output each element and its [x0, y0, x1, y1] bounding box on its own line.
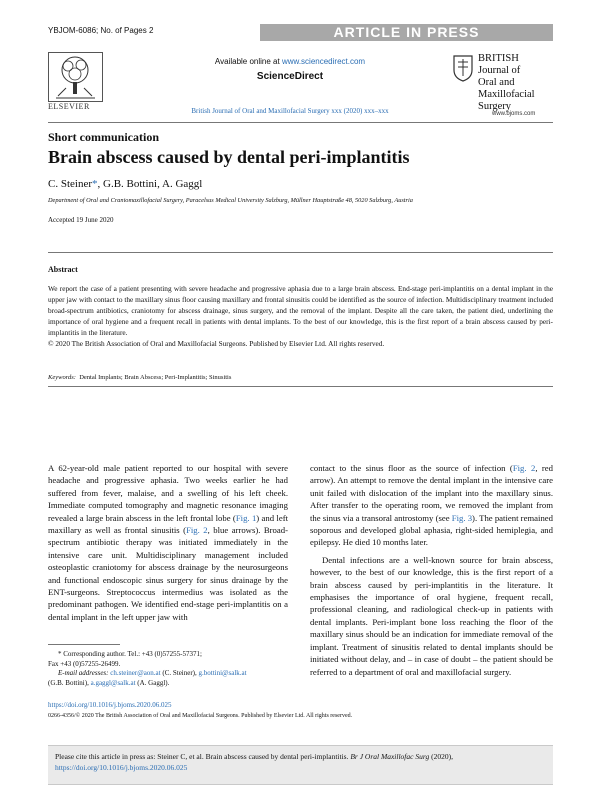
divider	[48, 386, 553, 387]
elsevier-wordmark: ELSEVIER	[48, 102, 90, 111]
body-paragraph	[310, 462, 553, 549]
citation-text	[55, 751, 545, 773]
article-title: Brain abscess caused by dental peri-implantitis	[48, 147, 410, 167]
figure-2-link[interactable]: Fig. 2	[512, 463, 536, 473]
author-name[interactable]: A. Gaggl	[162, 178, 203, 190]
body-text: ) and left maxillary as well as frontal sinusitis (	[48, 512, 289, 536]
keywords-list: Dental Implants; Brain Abscess; Peri-Implantitis; Sinusitis	[79, 374, 232, 381]
elsevier-tree-logo-icon	[48, 52, 103, 102]
figure-3-link[interactable]: Fig. 3	[451, 512, 473, 523]
running-header	[48, 24, 553, 41]
sciencedirect-link[interactable]: www.sciencedirect.com	[281, 57, 366, 66]
citation-journal: Br J Oral Maxillofac Surg	[350, 752, 430, 761]
email-owner: (C. Steiner),	[160, 669, 199, 677]
body-text: , blue arrows). Broad-spectrum antibiotic therapy was initiated immediately in the intensive care unit. Multidisciplinary management included osteoplastic craniotomy for abscess drainage by the neurosurgeons and functional endoscopic sinus surgery for sinus drainage by the ENT-surgeons. Streptococcus intermedius was isolated as the predominant pathogen. We identified end-stage peri-implantitis on a dental implant in the left upper jaw with	[48, 525, 288, 622]
journal-name-line: Maxillofacial	[478, 89, 535, 100]
body-column-left	[48, 462, 288, 623]
journal-reference[interactable]: British Journal of Oral and Maxillofacial Surgery xxx (2020) xxx–xxx	[191, 107, 389, 115]
journal-name-line: BRITISH	[478, 53, 519, 64]
available-prefix: Available online at	[214, 57, 282, 66]
abstract-copyright: © 2020 The British Association of Oral and Maxillofacial Surgeons. Published by Elsevier Ltd. All rights reserved.	[48, 339, 385, 348]
divider	[48, 122, 553, 123]
body-paragraph	[48, 462, 288, 623]
body-text: ). The patient remained soporous and developed global aphasia, right-sided hemiplegia, and epilepsy. He died 10 months later.	[310, 512, 553, 548]
author-name[interactable]: C. Steiner	[48, 178, 92, 190]
accepted-date: Accepted 19 June 2020	[48, 216, 114, 224]
bjoms-crest-icon	[452, 54, 474, 82]
keywords	[48, 374, 231, 381]
body-text: A 62-year-old male patient reported to our hospital with severe headache and progressive aphasia. Two weeks earlier he had suffered from fever, malaise, and a swelling of his left cheek. Immediate computed tomography and magnetic resonance imaging revealed a large brain abscess in the left frontal lobe (	[48, 463, 288, 523]
keywords-label: Keywords:	[48, 374, 76, 381]
corresponding-mark[interactable]: *	[92, 178, 98, 190]
email-owner: (A. Gaggl).	[135, 678, 170, 687]
author-list	[48, 178, 202, 190]
footnotes	[48, 650, 288, 688]
divider	[48, 252, 553, 253]
fax-note: Fax +43 (0)57255-26499.	[48, 659, 121, 668]
body-text: contact to the sinus floor as the source of infection (	[310, 463, 513, 473]
body-column-right	[310, 462, 553, 678]
figure-2-link[interactable]: Fig. 2	[186, 525, 208, 536]
doi-link[interactable]: https://doi.org/10.1016/j.bjoms.2020.06.025	[48, 701, 172, 709]
abstract-text: We report the case of a patient presenting with severe headache and progressive aphasia due to a large brain abscess. End-stage peri-implantitis on a dental implant in the upper jaw with contact to the maxillary sinus floor causing maxillary and frontal sinusitis could be identified as the source of infection. Multidisciplinary treatment included broad-spectrum antibiotics, craniotomy for abscess drainage, sinus surgery, and the removal of the implant. Despite all the care taken, the patient died, underlining the importance of oral hygiene and a frequent recall in patients with dental implants. To the best of our knowledge, this is the first report of a brain abscess caused by peri-implantitis in the literature.	[48, 284, 553, 337]
author-name[interactable]: G.B. Bottini	[103, 178, 158, 190]
email-link[interactable]: a.gaggl@salk.at	[90, 678, 136, 687]
journal-name-line: Surgery	[478, 101, 512, 112]
journal-name-block	[478, 53, 558, 113]
author-separator: ,	[157, 178, 162, 190]
email-link[interactable]: ch.steiner@aon.at	[110, 669, 161, 677]
affiliation: Department of Oral and Craniomaxillofacial Surgery, Paracelsus Medical University Salzburg, Müllner Hauptstraße 48, 5020 Salzburg, Austria	[48, 197, 413, 204]
available-online-line	[140, 57, 440, 66]
email-owner: (G.B. Bottini),	[48, 678, 91, 687]
journal-name-line: Oral and	[478, 77, 515, 88]
citation-doi-link[interactable]: https://doi.org/10.1016/j.bjoms.2020.06.025	[55, 763, 188, 772]
figure-1-link[interactable]: Fig. 1	[235, 512, 257, 523]
email-label: E-mail addresses:	[58, 669, 111, 677]
citation-box	[48, 745, 553, 785]
article-identifier: YBJOM-6086; No. of Pages 2	[48, 26, 154, 35]
abstract-body	[48, 283, 553, 349]
article-type: Short communication	[48, 130, 159, 144]
article-in-press-banner: ARTICLE IN PRESS	[260, 24, 553, 41]
body-paragraph: Dental infections are a well-known source for brain abscess, however, to the best of our knowledge, this is the first report of a brain abscess caused by peri-implantitis in the literature. It emphasises the importance of oral hygiene, frequent recall, professional cleaning, and radiological check-up in patients with dental implants. Peri-implant bone loss reaching the floor of the maxillary sinus should be an indication for immediate removal of the implant. Treatment of sinusitis related to dental implants should be initiated without delay, and – in case of doubt – the patient should be referred to a department of oral and maxillofacial surgery.	[310, 554, 553, 677]
citation-year: (2020),	[429, 752, 453, 761]
sciencedirect-brand: ScienceDirect	[256, 71, 324, 82]
email-link[interactable]: g.bottini@salk.at	[198, 669, 247, 677]
journal-name-line: Journal of	[478, 65, 521, 76]
footnote-divider	[48, 644, 120, 645]
corresponding-author-note: * Corresponding author. Tel.: +43 (0)57255-57371;	[58, 650, 202, 658]
copyright-line: 0266-4356/© 2020 The British Association of Oral and Maxillofacial Surgeons. Published by Elsevier Ltd. All rights reserved.	[48, 713, 353, 719]
body-text: , red arrow). An attempt to remove the dental implant in the intensive care unit failed with dislocation of the implant into the maxillary sinus. After transfer to the operating room, we removed the implant from the sinus via a transoral antrostomy (see	[310, 463, 554, 523]
abstract-heading: Abstract	[48, 265, 78, 274]
journal-website[interactable]: www.bjoms.com	[492, 111, 536, 117]
citation-prefix: Please cite this article in press as: Steiner C, et al. Brain abscess caused by dental peri-implantitis.	[55, 752, 351, 761]
author-separator: ,	[97, 178, 103, 190]
